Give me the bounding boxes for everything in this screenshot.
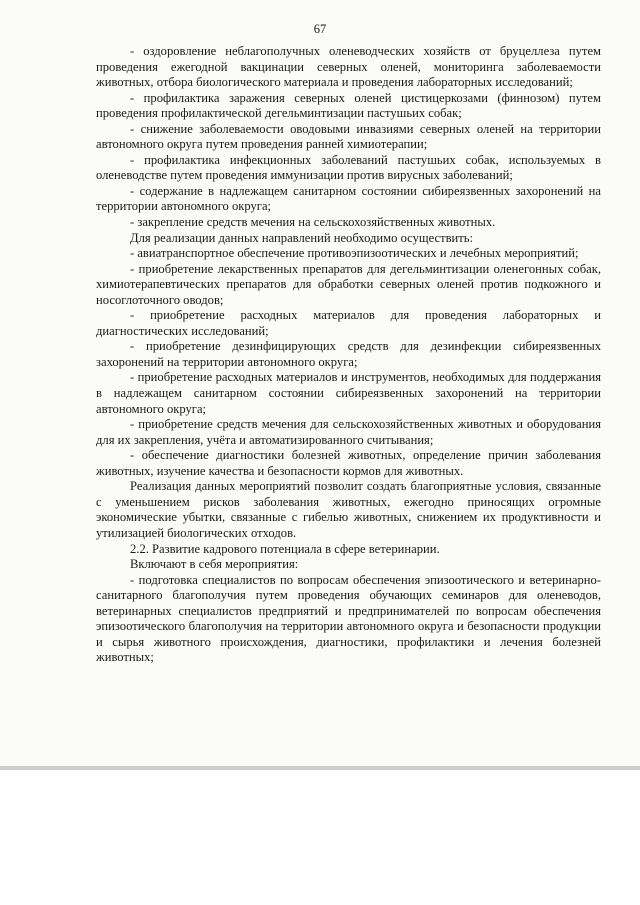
paragraph-measures-intro: Включают в себя мероприятия:: [130, 557, 299, 572]
paragraph-anthrax-burials: - содержание в надлежащем санитарном состоянии сибиреязвенных захоронений на территории автономного округа;: [96, 183, 601, 214]
paragraph-marking-equipment: - приобретение средств мечения для сельскохозяйственных животных и оборудования для их закрепления, учёта и автоматизированного считывания;: [96, 417, 601, 447]
paragraph-tools: - приобретение расходных материалов и инструментов, необходимых для поддержания в надлежащем санитарном состоянии сибиреязвенных захоронений на территории автономного округа;: [96, 370, 601, 416]
paragraph-cysticercosis: - профилактика заражения северных оленей цистицеркозами (финнозом) путем проведения профилактической дегельминтизации пастушьих собак;: [96, 90, 601, 121]
paragraph-specialist-training: - подготовка специалистов по вопросам обеспечения эпизоотического и ветеринарно-санитарного благополучия путем проведения обучающих семинаров для оленеводов, ветеринарных специалистов предприятий и предпринимателей по вопросам обеспечения эпизоотического благополучия на территории автономного округа и безопасности продукции и сырья животного происхождения, диагностики, профилактики и лечения болезней животных;: [96, 572, 601, 665]
paragraph-brucellosis: - оздоровление неблагополучных оленеводческих хозяйств от бруцеллеза путем проведения ежегодной вакцинации северных оленей, мониторинга заболеваемости животных, отбора биологического материала и проведения лабораторных исследований;: [96, 44, 601, 90]
paragraph-disinfectants: - приобретение дезинфицирующих средств для дезинфекции сибиреязвенных захоронений на территории автономного округа;: [96, 339, 601, 369]
paragraph-marking-means: - закрепление средств мечения на сельскохозяйственных животных.: [130, 215, 496, 230]
paragraph-medicines: - приобретение лекарственных препаратов для дегельминтизации оленегонных собак, химиотерапевтических препаратов для обработки северных оленей против подкожного и носоглоточного оводов;: [96, 261, 601, 307]
paragraph-air-transport: - авиатранспортное обеспечение противоэпизоотических и лечебных мероприятий;: [130, 246, 579, 261]
paragraph-implementation-intro: Для реализации данных направлений необходимо осуществить:: [130, 230, 474, 245]
paragraph-gadfly-invasions: - снижение заболеваемости оводовыми инвазиями северных оленей на территории автономного округа путем проведения ранней химиотерапии;: [96, 121, 601, 152]
scan-edge: [0, 766, 640, 770]
paragraph-dog-immunization: - профилактика инфекционных заболеваний пастушьих собак, используемых в оленеводстве путем проведения иммунизации против вирусных заболеваний;: [96, 152, 601, 183]
document-body: [96, 44, 601, 666]
paragraph-lab-materials: - приобретение расходных материалов для проведения лабораторных и диагностических исследований;: [96, 308, 601, 338]
page-number: 67: [313, 22, 327, 36]
paragraph-diagnostics: - обеспечение диагностики болезней животных, определение причин заболевания животных, изучение качества и безопасности кормов для животных.: [96, 448, 601, 478]
section-heading-2-2: 2.2. Развитие кадрового потенциала в сфере ветеринарии.: [130, 541, 440, 556]
paragraph-outcome: Реализация данных мероприятий позволит создать благоприятные условия, связанные с уменьшением рисков заболевания животных, ежегодно приносящих огромные экономические убытки, связанные с гибелью животных, снижением их продуктивности и утилизацией биологических отходов.: [96, 479, 601, 540]
